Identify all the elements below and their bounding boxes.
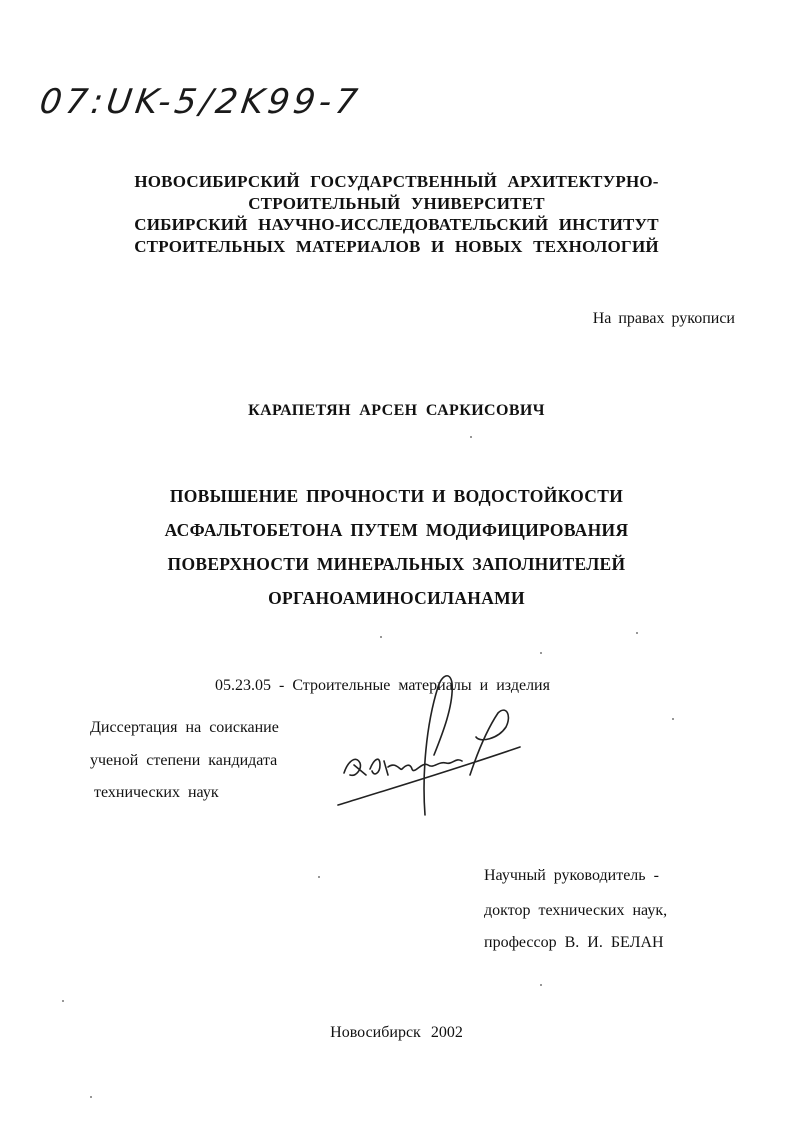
thesis-title-line-2: АСФАЛЬТОБЕТОНА ПУТЕМ МОДИФИЦИРОВАНИЯ [164, 520, 629, 540]
city-and-year: Новосибирск 2002 [330, 1024, 463, 1041]
scan-speck [62, 1000, 64, 1002]
thesis-title-line-3: ПОВЕРХНОСТИ МИНЕРАЛЬНЫХ ЗАПОЛНИТЕЛЕЙ [167, 554, 626, 574]
dissertation-line-2: ученой степени кандидата [90, 752, 278, 769]
scan-speck [380, 636, 382, 638]
manuscript-rights-note: На правах рукописи [592, 310, 735, 327]
scan-speck [636, 632, 638, 634]
advisor-line-1: Научный руководитель - [484, 867, 659, 884]
dissertation-line-1: Диссертация на соискание [90, 719, 279, 736]
scan-speck [540, 652, 542, 654]
dissertation-line-3: технических наук [94, 784, 219, 801]
scan-speck [672, 718, 674, 720]
institution-line-3: СИБИРСКИЙ НАУЧНО-ИССЛЕДОВАТЕЛЬСКИЙ ИНСТИТУТ [134, 215, 659, 234]
institution-line-2: СТРОИТЕЛЬНЫЙ УНИВЕРСИТЕТ [248, 194, 545, 213]
institution-line-4: СТРОИТЕЛЬНЫХ МАТЕРИАЛОВ И НОВЫХ ТЕХНОЛОГИЙ [134, 237, 659, 256]
author-signature [330, 665, 540, 825]
handwritten-archive-code: 07:UK-5/2K99-7 [37, 82, 364, 122]
scan-speck [90, 1096, 92, 1098]
scan-speck [540, 984, 542, 986]
scan-speck [470, 436, 472, 438]
thesis-title-line-1: ПОВЫШЕНИЕ ПРОЧНОСТИ И ВОДОСТОЙКОСТИ [169, 486, 624, 506]
specialty-code: 05.23.05 - Строительные материалы и изделия [215, 677, 550, 694]
author-name: КАРАПЕТЯН АРСЕН САРКИСОВИЧ [248, 402, 545, 419]
advisor-line-2: доктор технических наук, [484, 902, 668, 919]
advisor-line-3: профессор В. И. БЕЛАН [484, 934, 664, 951]
scan-speck [318, 876, 320, 878]
institution-line-1: НОВОСИБИРСКИЙ ГОСУДАРСТВЕННЫЙ АРХИТЕКТУРНО- [134, 172, 659, 191]
thesis-title-line-4: ОРГАНОАМИНОСИЛАНАМИ [268, 588, 525, 608]
